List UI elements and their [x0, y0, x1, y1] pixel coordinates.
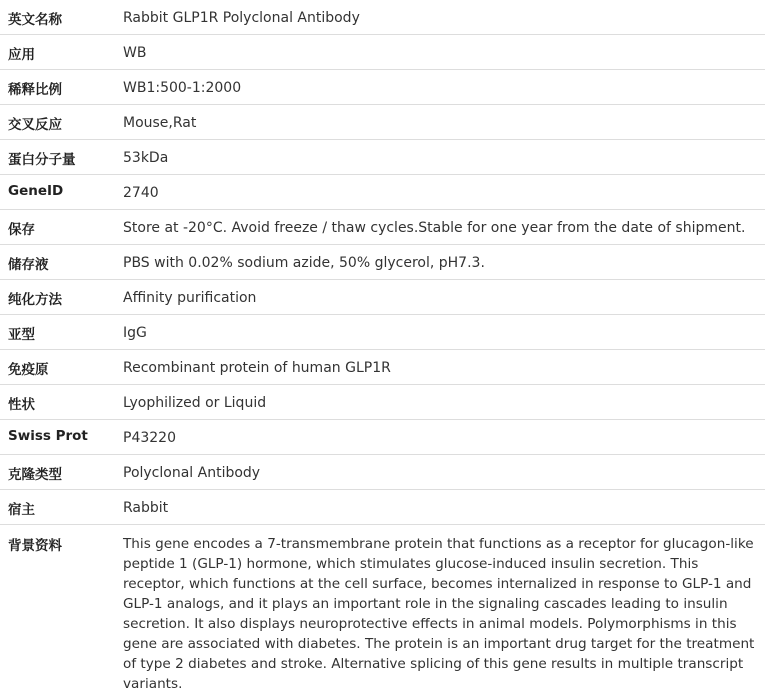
spec-label: 纯化方法 [0, 280, 115, 315]
spec-row-swiss-prot [0, 420, 765, 455]
spec-description: This gene encodes a 7-transmembrane protein that functions as a receptor for glucagon-like peptide 1 (GLP-1) hormone, which stimulates glucose-induced insulin secretion. This receptor, which functions at the cell surface, becomes internalized in response to GLP-1 and GLP-1 analogs, and it plays an important role in the signaling cascades leading to insulin secretion. It also displays neuroprotective effects in animal models. Polymorphisms in this gene are associated with diabetes. The protein is an important drug target for the treatment of type 2 diabetes and stroke. Alternative splicing of this gene results in multiple transcript variants. [115, 525, 765, 694]
spec-value: PBS with 0.02% sodium azide, 50% glycerol, pH7.3. [115, 245, 765, 280]
spec-row-purification [0, 280, 765, 315]
spec-row-gene-id [0, 175, 765, 210]
spec-value: Lyophilized or Liquid [115, 385, 765, 420]
spec-label: 应用 [0, 35, 115, 70]
spec-value: WB1:500-1:2000 [115, 70, 765, 105]
spec-row-dilution [0, 70, 765, 105]
spec-value: Rabbit [115, 490, 765, 525]
spec-label: 免疫原 [0, 350, 115, 385]
spec-value: 53kDa [115, 140, 765, 175]
spec-row-storage [0, 210, 765, 245]
spec-row-english-name [0, 0, 765, 35]
spec-value: Polyclonal Antibody [115, 455, 765, 490]
spec-row-clonality [0, 455, 765, 490]
spec-label: 储存液 [0, 245, 115, 280]
spec-label: 稀释比例 [0, 70, 115, 105]
spec-row-form [0, 385, 765, 420]
spec-value: Affinity purification [115, 280, 765, 315]
spec-label: 背景资料 [0, 525, 115, 694]
spec-label: 克隆类型 [0, 455, 115, 490]
spec-row-buffer [0, 245, 765, 280]
spec-value: 2740 [115, 175, 765, 210]
spec-label: GeneID [0, 175, 115, 210]
spec-row-background [0, 525, 765, 694]
spec-value: Mouse,Rat [115, 105, 765, 140]
spec-value: IgG [115, 315, 765, 350]
spec-value: P43220 [115, 420, 765, 455]
spec-label: 性状 [0, 385, 115, 420]
spec-label: 亚型 [0, 315, 115, 350]
spec-row-molecular-weight [0, 140, 765, 175]
spec-value: Recombinant protein of human GLP1R [115, 350, 765, 385]
spec-label: 宿主 [0, 490, 115, 525]
spec-row-cross-reactivity [0, 105, 765, 140]
spec-label: 保存 [0, 210, 115, 245]
spec-row-application [0, 35, 765, 70]
spec-label: Swiss Prot [0, 420, 115, 455]
spec-value: Rabbit GLP1R Polyclonal Antibody [115, 0, 765, 35]
spec-row-isotype [0, 315, 765, 350]
spec-label: 交叉反应 [0, 105, 115, 140]
spec-row-immunogen [0, 350, 765, 385]
spec-value: WB [115, 35, 765, 70]
spec-label: 蛋白分子量 [0, 140, 115, 175]
spec-row-host [0, 490, 765, 525]
spec-label: 英文名称 [0, 0, 115, 35]
spec-value: Store at -20°C. Avoid freeze / thaw cycles.Stable for one year from the date of shipment. [115, 210, 765, 245]
